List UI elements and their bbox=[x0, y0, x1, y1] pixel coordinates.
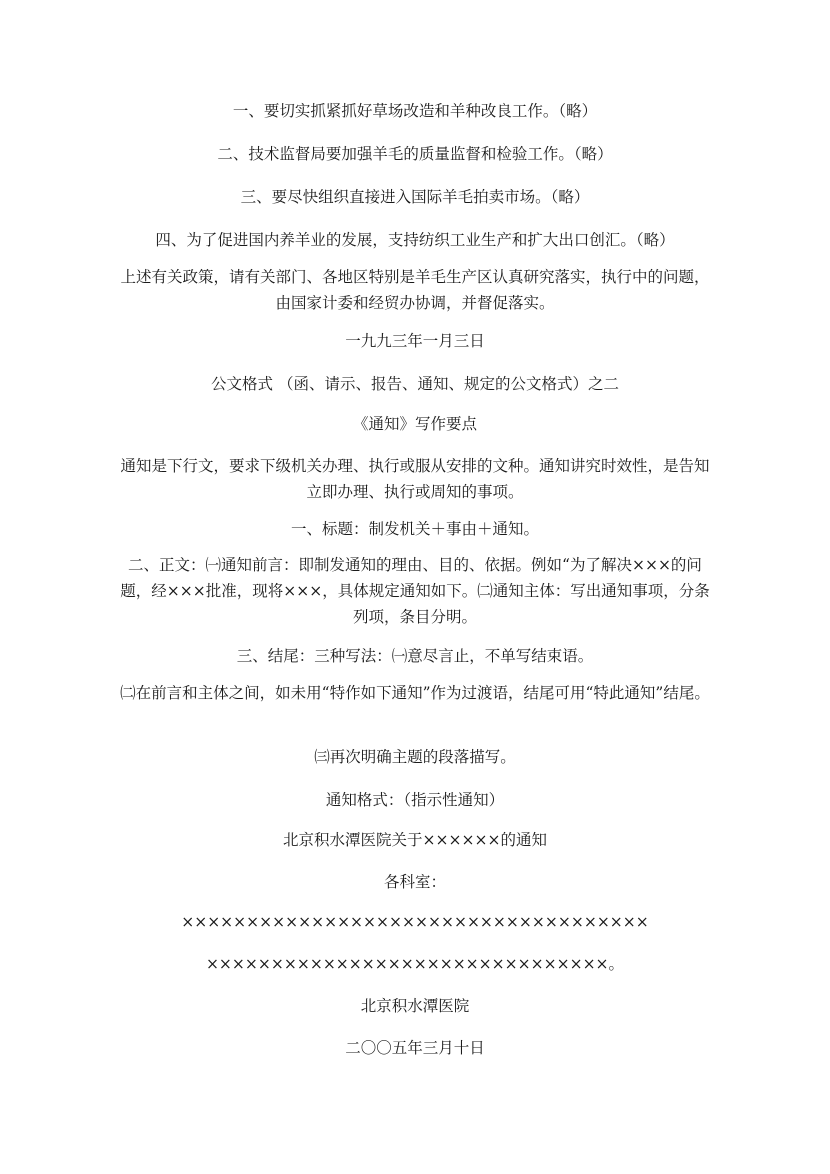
section-heading: 公文格式 （函、请示、报告、通知、规定的公文格式）之二 bbox=[211, 375, 619, 393]
sample-signature: 北京积水潭医院 bbox=[360, 997, 470, 1015]
text-line-4: 四、为了促进国内养羊业的发展，支持纺织工业生产和扩大出口创汇。（略） bbox=[155, 231, 675, 249]
text-line-format: 通知格式：（指示性通知） bbox=[325, 791, 505, 809]
text-paragraph-policy: 上述有关政策，请有关部门、各地区特别是羊毛生产区认真研究落实，执行中的问题，由国家计委和经贸办协调，并督促落实。 bbox=[120, 268, 710, 312]
text-line-title: 一、标题：制发机关＋事由＋通知。 bbox=[290, 520, 539, 538]
text-paragraph-ending-2: ㈡在前言和主体之间，如未用“特作如下通知”作为过渡语，结尾可用“特此通知”结尾。 bbox=[120, 684, 710, 702]
text-paragraph-body: 二、正文：㈠通知前言：即制发通知的理由、目的、依据。例如“为了解决×××的问题，经×××批准，现将×××，具体规定通知如下。㈡通知主体：写出通知事项，分条列项，条目分明。 bbox=[120, 556, 710, 626]
notice-heading: 《通知》写作要点 bbox=[352, 415, 477, 433]
sample-addressee: 各科室： bbox=[383, 873, 446, 891]
sample-date: 二〇〇五年三月十日 bbox=[345, 1039, 485, 1057]
text-line-ending-3: ㈢再次明确主题的段落描写。 bbox=[314, 748, 516, 766]
date-line-1993: 一九九三年一月三日 bbox=[345, 332, 485, 350]
text-line-3: 三、要尽快组织直接进入国际羊毛拍卖市场。（略） bbox=[240, 188, 590, 206]
text-line-2: 二、技术监督局要加强羊毛的质量监督和检验工作。（略） bbox=[217, 145, 613, 163]
text-paragraph-notice-intro: 通知是下行文，要求下级机关办理、执行或服从安排的文种。通知讲究时效性，是告知立即办理、执行或周知的事项。 bbox=[120, 457, 710, 501]
sample-notice-title: 北京积水潭医院关于××××××的通知 bbox=[283, 831, 547, 849]
text-line-ending: 三、结尾：三种写法：㈠意尽言止，不单写结束语。 bbox=[236, 647, 594, 665]
sample-body-line-2: ×××××××××××××××××××××××××××××××。 bbox=[205, 955, 625, 973]
text-line-1: 一、要切实抓紧抓好草场改造和羊种改良工作。（略） bbox=[232, 102, 598, 120]
sample-body-line-1: ×××××××××××××××××××××××××××××××××××× bbox=[181, 913, 649, 931]
